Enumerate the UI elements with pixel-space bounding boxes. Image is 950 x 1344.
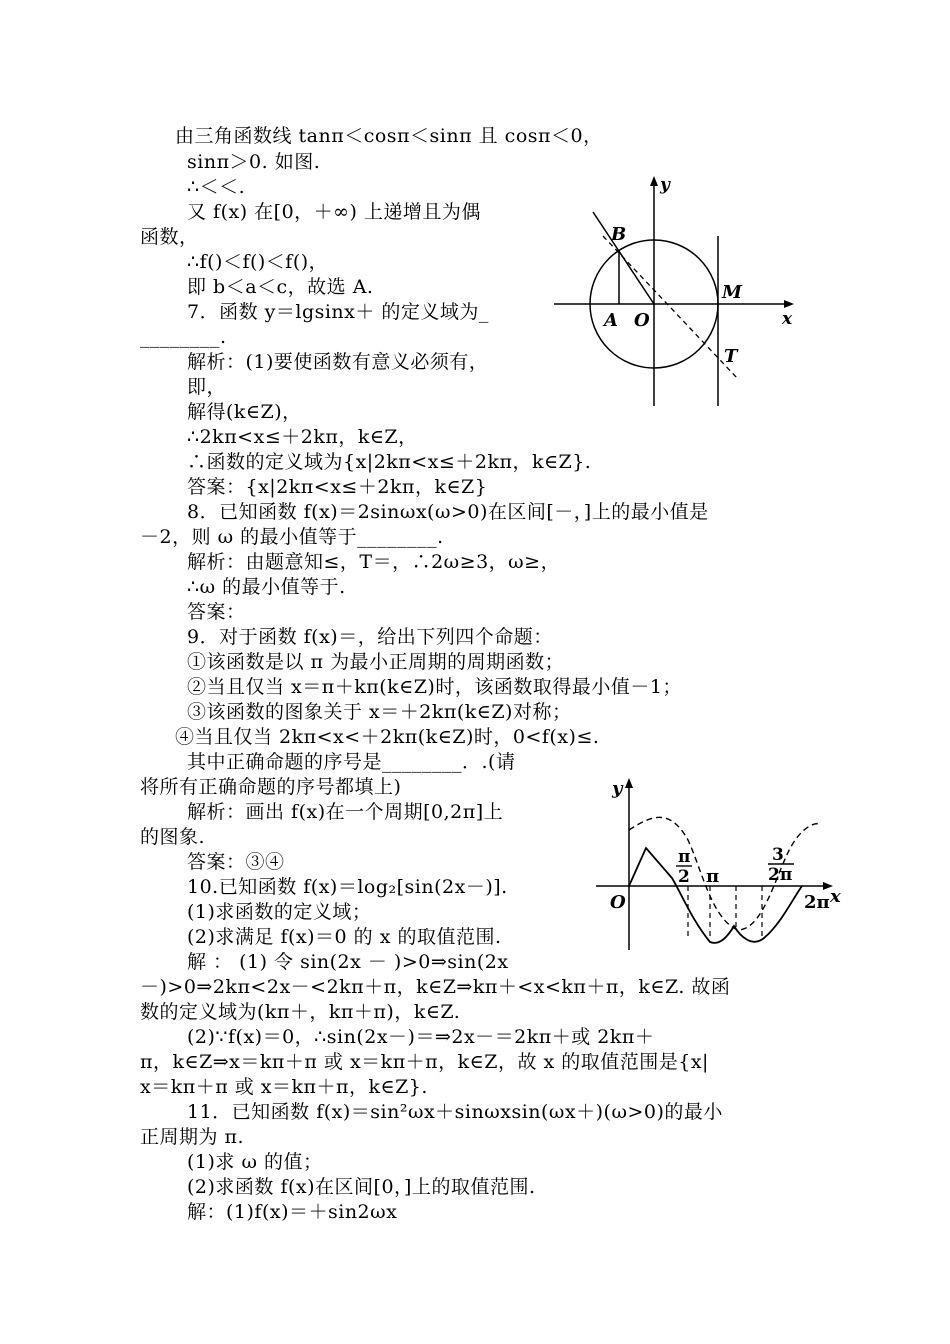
text-line: 7．函数 y＝lgsinx＋ 的定义域为_ [187, 301, 489, 323]
text-line: ④当且仅当 2kπ<x<＋2kπ(k∈Z)时，0<f(x)≤. [175, 726, 600, 748]
text-line: ________. [140, 326, 227, 348]
text-line: 解得(k∈Z)， [187, 401, 302, 423]
text-line: (2)∵f(x)＝0，∴sin(2x－)＝⇒2x－＝2kπ＋或 2kπ＋ [187, 1026, 655, 1048]
y-axis-arrow [625, 778, 633, 788]
text-line: 的图象. [140, 826, 206, 848]
text-line: 正周期为 π. [140, 1126, 245, 1148]
text-line: 解析：(1)要使函数有意义必须有， [187, 351, 489, 373]
text-line: ∴＜＜. [187, 176, 246, 198]
text-line: 即， [187, 376, 227, 398]
function-graph-figure [592, 770, 857, 950]
text-line: ①该函数是以 π 为最小正周期的周期函数； [187, 651, 565, 673]
text-line: ∴ω 的最小值等于. [187, 576, 346, 598]
text-line: 解 ： (1) 令 sin(2x － )>0⇒sin(2x [187, 951, 509, 973]
text-line: 8．已知函数 f(x)＝2sinωx(ω>0)在区间[－，]上的最小值是 [187, 501, 709, 523]
text-line: ∴函数的定义域为{x|2kπ<x≤＋2kπ，k∈Z}. [187, 451, 592, 473]
text-line: 即 b＜a＜c，故选 A. [187, 276, 374, 298]
text-line: x＝kπ＋π 或 x＝kπ＋π，k∈Z}. [140, 1076, 428, 1098]
text-line: 又 f(x) 在[0，＋∞) 上递增且为偶 [187, 201, 481, 223]
label-pi: π [706, 866, 720, 887]
text-line: π，k∈Z⇒x＝kπ＋π 或 x＝kπ＋π，k∈Z，故 x 的取值范围是{x| [140, 1051, 709, 1073]
text-line: (2)求满足 f(x)＝0 的 x 的取值范围. [187, 926, 502, 948]
label-A: A [604, 310, 618, 331]
text-line: (1)求 ω 的值； [187, 1151, 323, 1173]
text-line: 11．已知函数 f(x)＝sin²ωx＋sinωxsin(ωx＋)(ω>0)的最小 [187, 1101, 723, 1123]
label-two-pi: 2π [804, 892, 830, 913]
label-O: O [610, 892, 626, 913]
y-axis-arrow [650, 176, 658, 186]
label-pi-half-den: 2 [678, 867, 690, 887]
text-line: 9．对于函数 f(x)＝，给出下列四个命题： [187, 626, 553, 648]
label-O: O [634, 310, 650, 331]
text-line: －)>0⇒2kπ<2x－<2kπ＋π，k∈Z⇒kπ＋<x<kπ＋π，k∈Z. 故函 [140, 976, 731, 998]
text-line: 将所有正确命题的序号都填上) [140, 776, 402, 798]
text-line: ∴f()＜f()＜f()， [187, 251, 329, 273]
label-pi-half-num: π [678, 847, 691, 867]
text-line: 数的定义域为(kπ＋，kπ＋π)，k∈Z. [140, 1001, 461, 1023]
label-B: B [611, 224, 627, 245]
label-three-num: 3 [772, 845, 784, 865]
text-line: 答案： [187, 601, 246, 623]
label-x: x [782, 309, 793, 329]
x-axis-arrow [784, 300, 794, 308]
text-line: 解析：由题意知≤，T＝，∴2ω≥3，ω≥， [187, 551, 561, 573]
text-line: 答案：③④ [187, 851, 285, 873]
text-line: (2)求函数 f(x)在区间[0，]上的取值范围. [187, 1176, 536, 1198]
text-line: sinπ＞0. 如图. [187, 151, 321, 173]
label-y: y [660, 175, 670, 195]
text-line: ②当且仅当 x＝π＋kπ(k∈Z)时，该函数取得最小值－1； [187, 676, 682, 698]
label-T: T [724, 346, 738, 367]
label-three-half-den: 2π [768, 865, 793, 885]
text-line: ∴2kπ<x≤＋2kπ，k∈Z， [187, 426, 418, 448]
unit-circle-figure [548, 174, 808, 414]
text-line: 由三角函数线 tanπ＜cosπ＜sinπ 且 cosπ＜0， [175, 125, 603, 147]
text-line: 解析：画出 f(x)在一个周期[0,2π]上 [187, 801, 504, 823]
text-line: 答案：{x|2kπ<x≤＋2kπ，k∈Z} [187, 476, 488, 498]
text-line: －2，则 ω 的最小值等于________. [140, 526, 444, 548]
text-line: 解：(1)f(x)＝＋sin2ωx [187, 1201, 398, 1223]
label-x: x [830, 886, 841, 907]
label-M: M [722, 282, 742, 303]
text-line: ③该函数的图象关于 x＝＋2kπ(k∈Z)对称； [187, 701, 572, 723]
label-y: y [612, 778, 623, 799]
text-line: 其中正确命题的序号是________．.(请 [187, 751, 516, 773]
text-line: 函数， [140, 226, 199, 248]
text-line: 10.已知函数 f(x)＝log₂[sin(2x－)]. [187, 876, 508, 898]
text-line: (1)求函数的定义域； [187, 901, 372, 923]
